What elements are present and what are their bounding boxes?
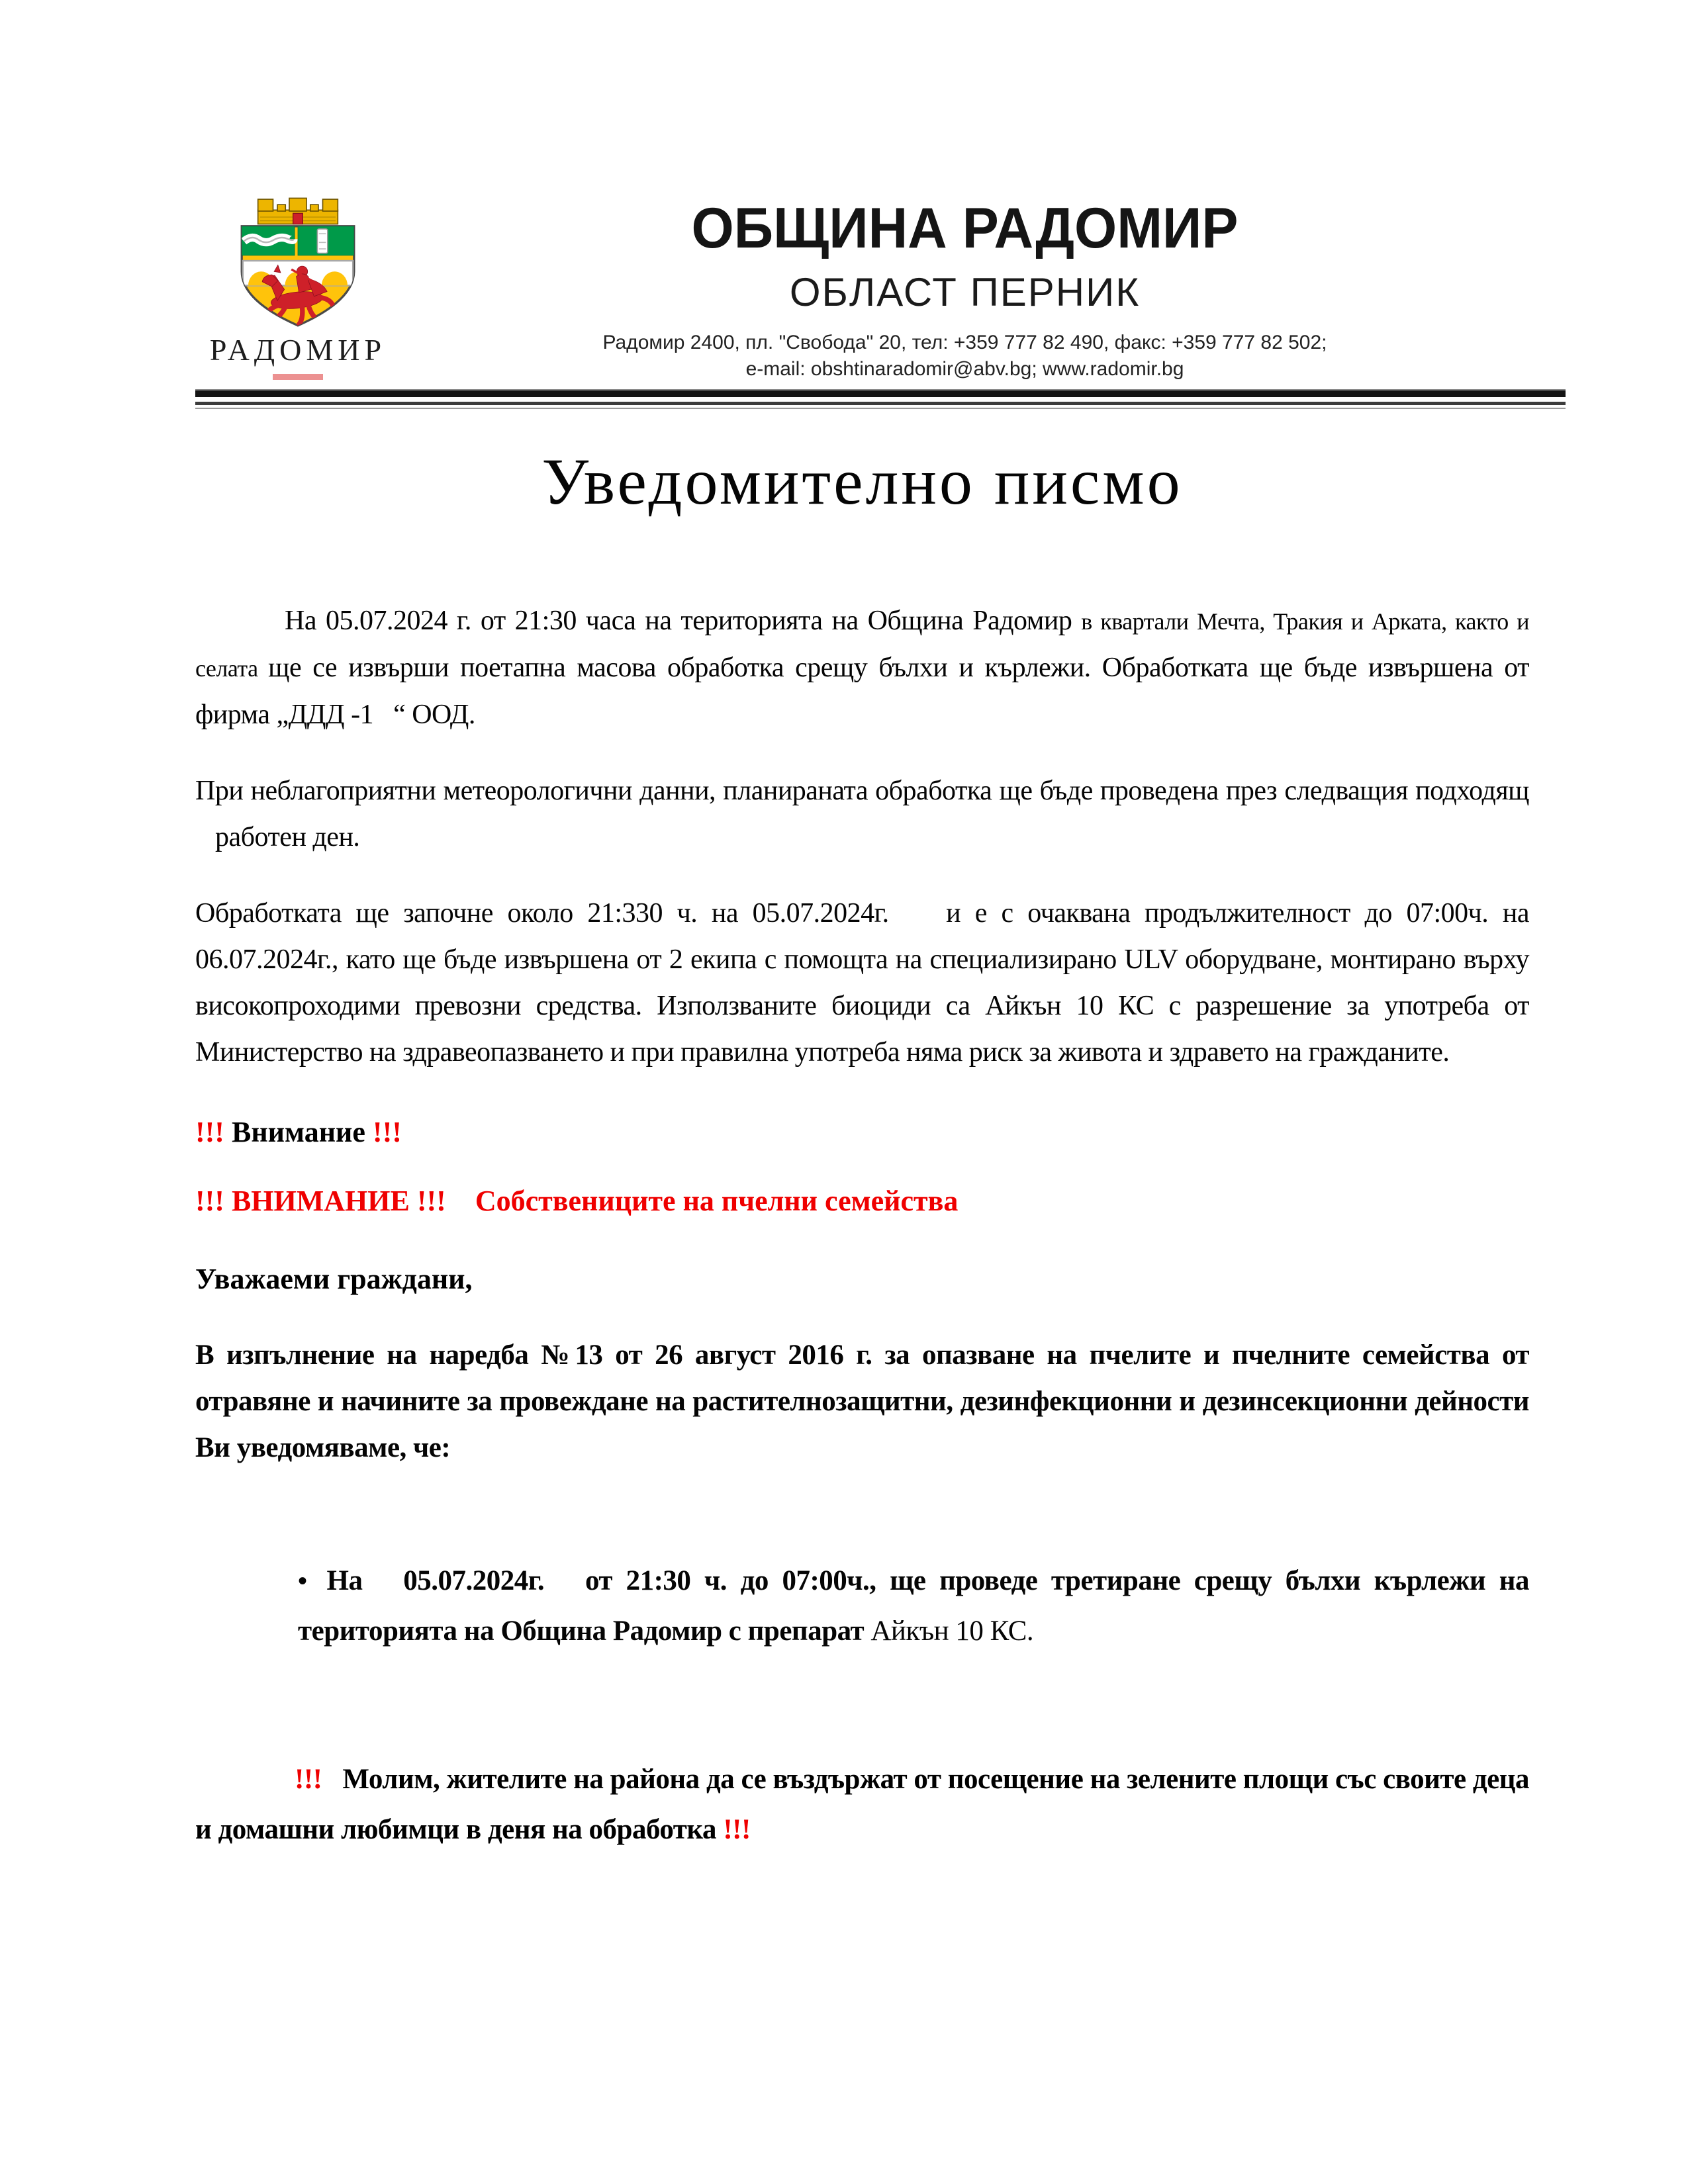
paragraph-run: На 05.07.2024 г. от 21:30 часа на територията на Община Радомир — [285, 606, 1082, 636]
letterhead-text — [400, 191, 1529, 383]
paragraph-schedule-details: Обработката ще започне около 21:330 ч. на 05.07.2024г. и е с очаквана продължителност до 07:00ч. на 06.07.2024г., като ще бъде извършена от 2 екипа с помощта на специализирано ULV оборудване, монтирано върху високопроходими превозни средства. Използваните биоциди са Айкън 10 КС с разрешение за употреба от Министерство на здравеопазването и при правилна употреба няма риск за живота и здравето на гражданите. — [195, 898, 1529, 1068]
paragraph-run: ще се извърши поетапна масова обработка срещу бълхи и кърлежи. Обработката ще бъде извършена от фирма „ДДД -1 “ ООД. — [195, 653, 1529, 730]
logo-caption: РАДОМИР — [209, 333, 387, 367]
attention-beekeepers-line: !!! ВНИМАНИЕ !!! Собствениците на пчелни семейства — [195, 1185, 959, 1217]
document-title: Уведомително писмо — [541, 445, 1183, 518]
exclamation-marks: !!! — [195, 1116, 224, 1148]
paragraph-run-small: в квартали Мечта, Тракия и Арката, както и селата — [195, 608, 1529, 682]
municipality-name: ОБЩИНА РАДОМИР — [691, 197, 1239, 260]
paragraph-regulation: В изпълнение на наредба №13 от 26 август 2016 г. за опазване на пчелите и пчелните семейства от отравяне и начините за провеждане на растителнозащитни, дезинфекционни и дезинсекционни дейности Ви уведомяваме, че: — [195, 1340, 1529, 1463]
bullet-bold-run: На 05.07.2024г. от 21:30 ч. до 07:00ч., ще проведе третиране срещу бълхи кърлежи на територията на Община Радомир с препарат — [298, 1565, 1529, 1647]
paragraph-weather-note: При неблагоприятни метеорологични данни, планираната обработка ще бъде проведена през следващия подходящ работен ден. — [195, 776, 1529, 852]
email-line: e-mail: obshtinaradomir@abv.bg; www.radomir.bg — [745, 358, 1184, 380]
salutation: Уважаеми граждани, — [195, 1263, 473, 1295]
district-name: ОБЛАСТ ПЕРНИК — [789, 270, 1141, 314]
letterhead — [195, 191, 1529, 383]
municipality-logo-block — [195, 191, 400, 380]
logo-underline-decoration — [273, 374, 323, 380]
paragraph-final-warning — [195, 1754, 1529, 1855]
paragraph-treatment-announcement — [195, 598, 1529, 738]
attention-word: Внимание — [224, 1116, 373, 1148]
exclamation-marks: !!! — [372, 1116, 402, 1148]
address-line: Радомир 2400, пл. "Свобода" 20, тел: +359 777 82 490, факс: +359 777 82 502; — [602, 332, 1327, 353]
separator-thick-line — [195, 389, 1566, 397]
separator-thin-line — [195, 408, 1566, 409]
separator-mid-line — [195, 402, 1566, 405]
exclamation-marks: !!! — [295, 1764, 322, 1795]
exclamation-marks: !!! — [723, 1814, 751, 1845]
bullet-treatment-details — [298, 1556, 1529, 1657]
attention-line — [195, 1113, 1529, 1152]
coat-of-arms-icon — [228, 191, 368, 331]
final-warning-text: Молим, жителите на района да се въздържат от посещение на зелените площи със своите деца и домашни любимци в деня на обработка — [195, 1764, 1529, 1845]
bullet-icon: • — [298, 1566, 307, 1596]
bullet-normal-run: Айкън 10 КС. — [870, 1615, 1034, 1647]
header-separator — [195, 389, 1566, 409]
